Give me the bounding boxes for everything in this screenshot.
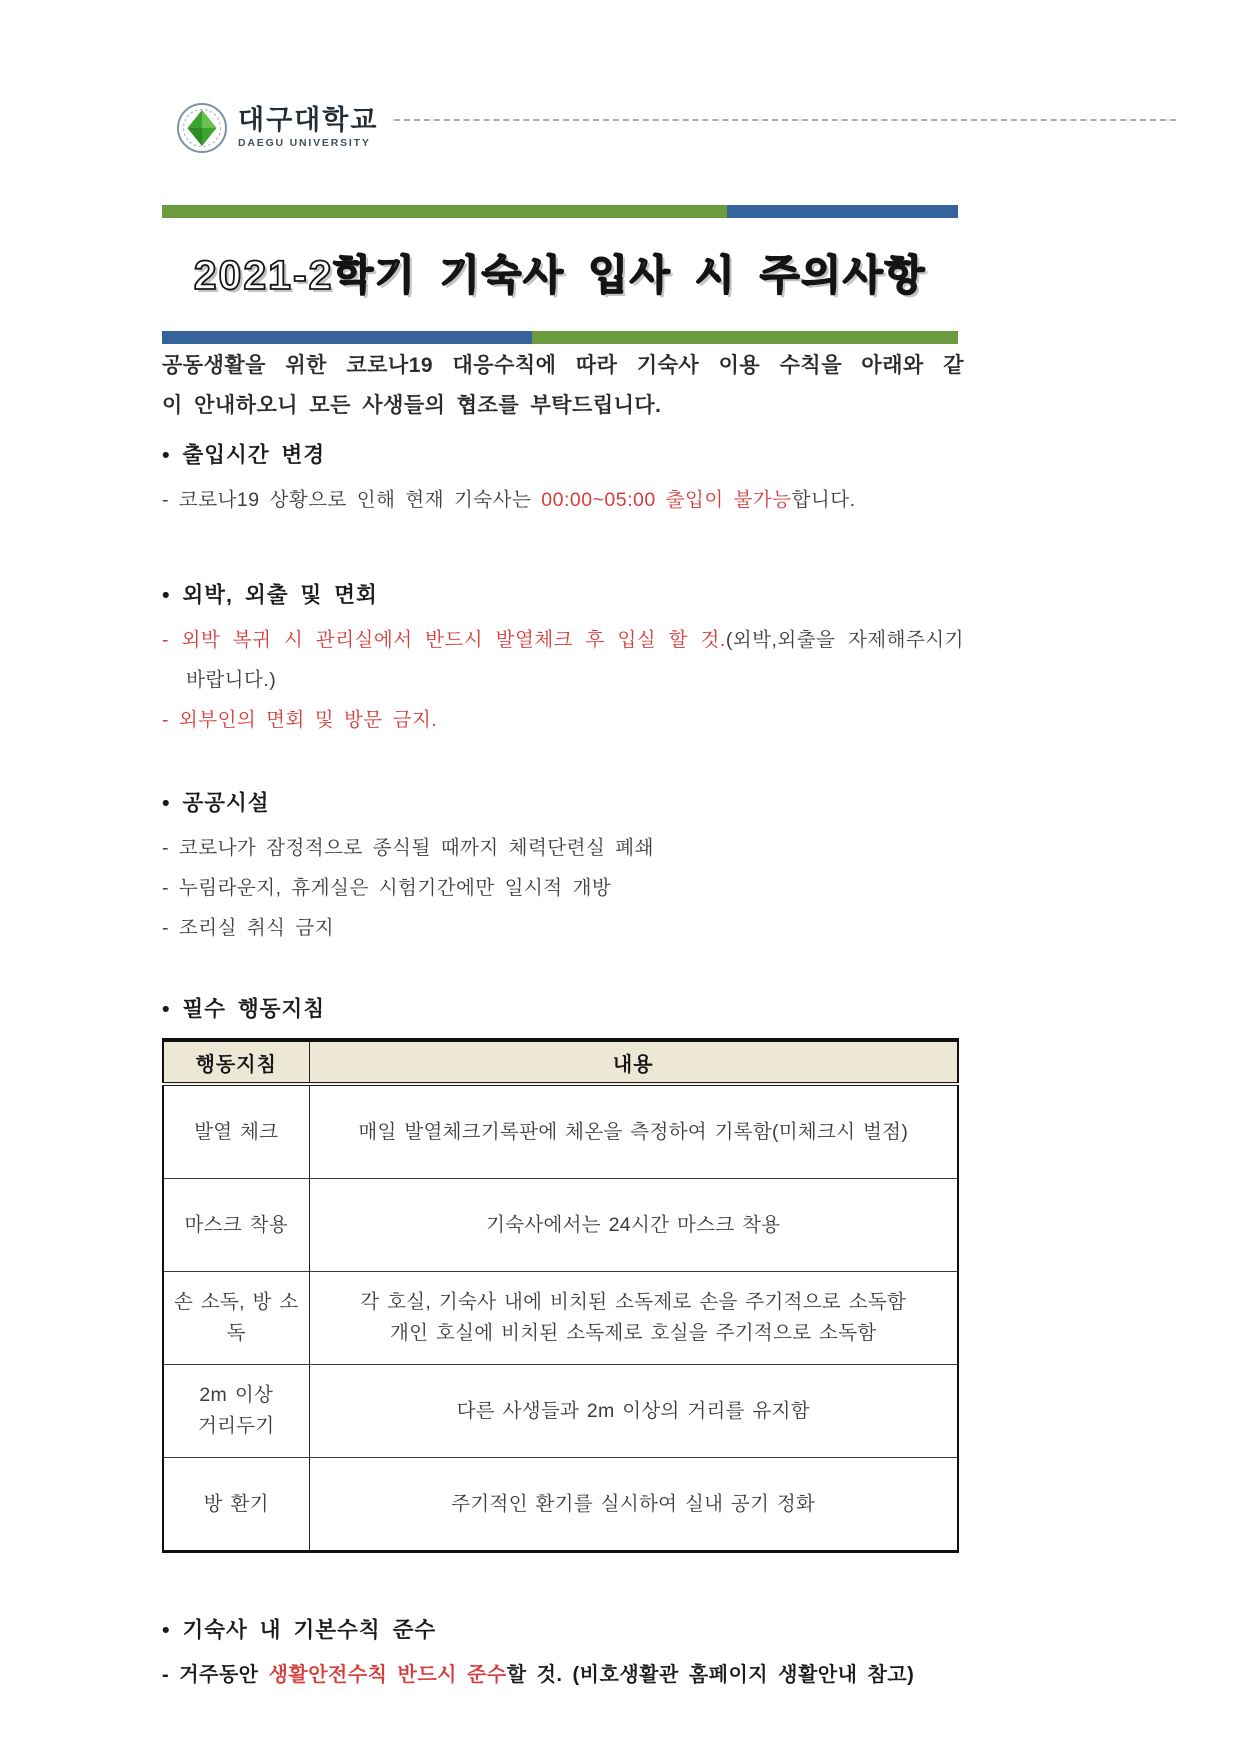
banner-rule-green-segment [162,205,727,218]
university-name: 대구대학교 [238,105,379,136]
title-banner [162,205,958,344]
banner-rule-top [162,205,958,218]
guideline-cell [163,1365,309,1458]
header-divider [394,119,1176,121]
content-cell [309,1272,958,1365]
table-header-content: 내용 [309,1040,958,1084]
section-entry-hours [162,438,964,520]
banner-rule-blue-segment [727,205,958,218]
guideline-cell [163,1272,309,1365]
list-item [162,480,964,520]
intro-line: 이 안내하오니 모든 사생들의 협조를 부탁드립니다. [162,394,662,417]
cell-text: 마스크 착용 [184,1213,288,1236]
cell-text: 손 소독, 방 소독 [173,1291,299,1344]
banner-rule-blue-segment [162,331,532,344]
university-seal-icon [176,102,228,154]
list-item [162,1655,964,1695]
section-outing-visits [162,578,964,740]
cell-text: 방 환기 [203,1492,269,1515]
content-cell [309,1179,958,1272]
text-segment: - 코로나가 잠정적으로 종식될 때까지 체력단련실 폐쇄 [162,837,654,859]
guidelines-table [162,1038,959,1553]
text-segment: - 거주동안 [162,1664,269,1686]
list-item [162,828,964,868]
guideline-cell [163,1084,309,1179]
cell-text: 개인 호실에 비치된 소독제로 호실을 주기적으로 소독함 [390,1322,877,1344]
guideline-cell [163,1458,309,1552]
cell-text: 매일 발열체크기록판에 체온을 측정하여 기록함(미체크시 벌점) [358,1120,909,1143]
section-heading: • 필수 행동지침 [162,997,326,1021]
content-cell [309,1084,958,1179]
table-row [163,1365,958,1458]
intro-paragraph [162,346,964,426]
cell-text: 발열 체크 [194,1120,279,1143]
text-segment: - 코로나19 상황으로 인해 현재 기숙사는 [162,489,542,511]
document-body [162,346,964,1695]
university-name-en: DAEGU UNIVERSITY [238,137,371,150]
table-row [163,1084,958,1179]
list-item [162,620,964,700]
document-title: 2021-2학기 기숙사 입사 시 주의사항 [193,252,927,298]
text-segment: 합니다. [791,489,856,511]
cell-text: 거리두기 [197,1415,275,1437]
list-item [162,908,964,948]
list-item [162,700,964,740]
cell-text: 기숙사에서는 24시간 마스크 착용 [486,1213,781,1236]
text-segment: - 누림라운지, 휴게실은 시험기간에만 일시적 개방 [162,877,612,899]
section-action-guidelines [162,992,964,1553]
guideline-cell [163,1179,309,1272]
text-segment-highlight: 00:00~05:00 출입이 불가능 [541,489,792,511]
cell-text: 주기적인 환기를 실시하여 실내 공기 정화 [451,1492,816,1515]
table-header-row [163,1040,958,1084]
table-row [163,1272,958,1365]
section-heading: • 공공시설 [162,791,270,815]
university-logotype [238,107,378,149]
text-segment: 할 것. (비호생활관 홈페이지 생활안내 참고) [506,1664,915,1686]
text-segment-highlight: 생활안전수칙 반드시 준수 [268,1664,507,1686]
intro-line: 공동생활을 위한 코로나19 대응수칙에 따라 기숙사 이용 수칙을 아래와 같 [162,354,964,377]
section-public-facilities [162,786,964,948]
section-basic-rules [162,1613,964,1695]
table-row [163,1458,958,1552]
table-header-guideline: 행동지침 [163,1040,309,1084]
section-heading: • 출입시간 변경 [162,443,326,467]
cell-text: 다른 사생들과 2m 이상의 거리를 유지함 [456,1399,810,1422]
banner-rule-green-segment [532,331,958,344]
letterhead [176,102,1176,154]
list-item [162,868,964,908]
table-row [163,1179,958,1272]
content-cell [309,1365,958,1458]
text-segment: (외박,외출을 자제해주시기 바랍니다.) [186,629,964,691]
section-heading: • 외박, 외출 및 면회 [162,583,378,607]
cell-text: 2m 이상 [199,1384,274,1406]
text-segment-highlight: - 외부인의 면회 및 방문 금지. [162,709,438,731]
text-segment-highlight: - 외박 복귀 시 관리실에서 반드시 발열체크 후 입실 할 것. [162,629,726,651]
text-segment: - 조리실 취식 금지 [162,917,335,939]
banner-rule-bottom [162,331,958,344]
cell-text: 각 호실, 기숙사 내에 비치된 소독제로 손을 주기적으로 소독함 [360,1291,907,1313]
content-cell [309,1458,958,1552]
section-heading: • 기숙사 내 기본수칙 준수 [162,1618,437,1642]
